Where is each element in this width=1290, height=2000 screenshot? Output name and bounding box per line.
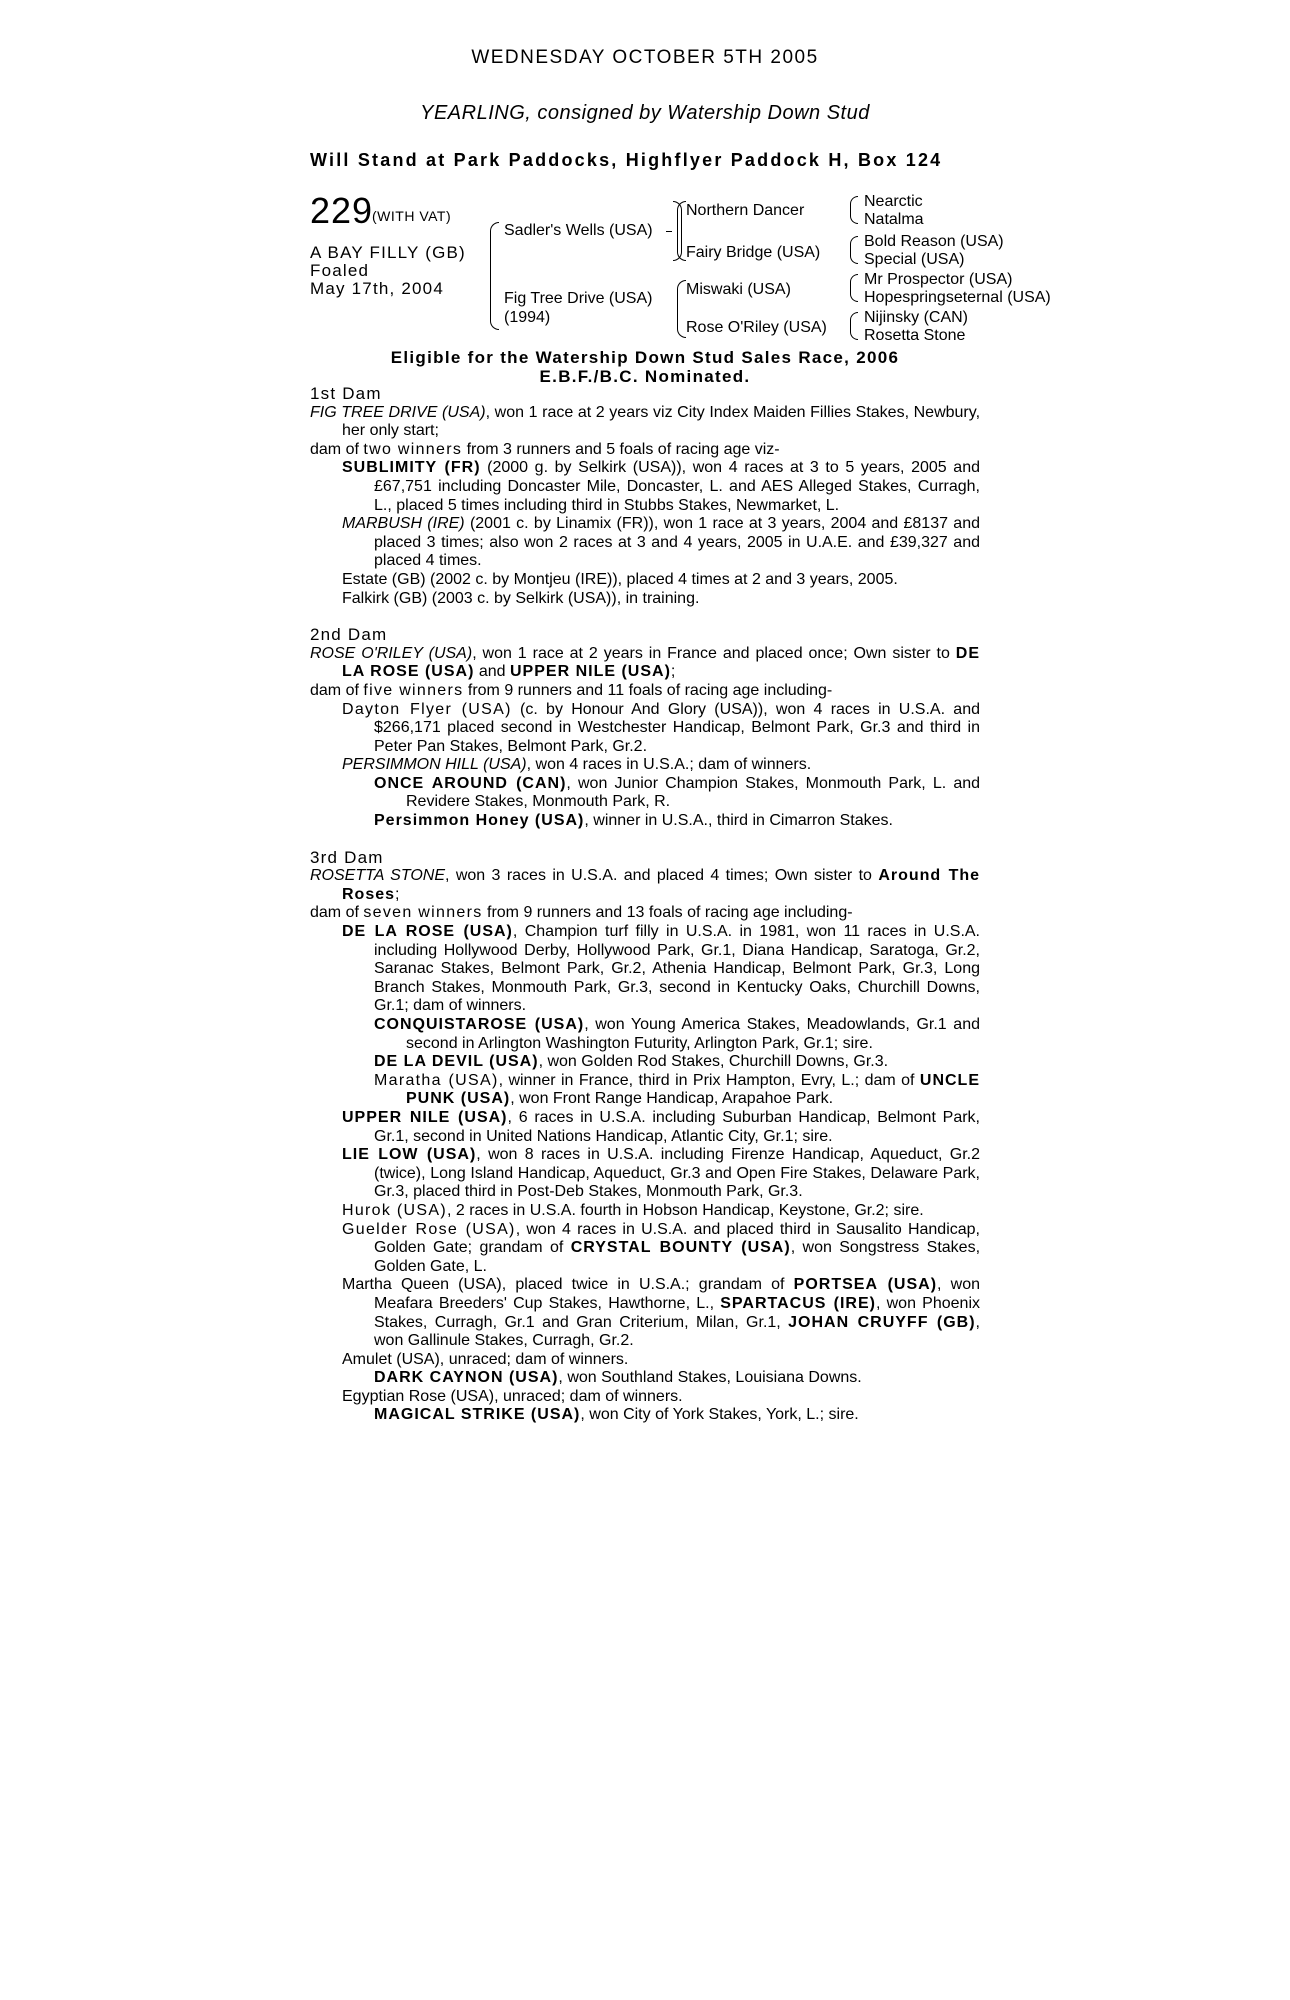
list-item: DE LA DEVIL (USA), won Golden Rod Stakes, Churchill Downs, Gr.3. xyxy=(374,1053,889,1071)
list-item: Guelder Rose (USA), won 4 races in U.S.A. and placed third in Sausalito Handicap, Golden Gate; grandam of CRYSTAL BOUNTY (USA), won Songstress Stakes, Golden Gate, L. xyxy=(342,1220,981,1275)
list-item: Maratha (USA), winner in France, third in Prix Hampton, Evry, L.; dam of UNCLE PUNK (USA), won Front Range Handicap, Arapahoe Park. xyxy=(374,1071,980,1108)
consignment-line: YEARLING, consigned by Watership Down Stud xyxy=(420,102,870,124)
list-item: MAGICAL STRIKE (USA), won City of York Stakes, York, L.; sire. xyxy=(374,1406,859,1424)
foaled-label: Foaled xyxy=(310,261,370,280)
pedigree-g6: Hopespringseternal (USA) xyxy=(864,289,1051,306)
list-item: Estate (GB) (2002 c. by Montjeu (IRE)), placed 4 times at 2 and 3 years, 2005. xyxy=(342,570,898,588)
list-item: DE LA ROSE (USA), Champion turf filly in U.S.A. in 1981, won 11 races in U.S.A. including Hollywood Derby, Hollywood Park, Gr.1, Diana Handicap, Saratoga, Gr.2, Saranac Stakes, Belmont Park, Gr.2, Athenia Handicap, Belmont Park, Gr.3, Long Branch Stakes, Monmouth Park, Gr.3, second in Kentucky Oaks, Churchill Downs, Gr.1; dam of winners. xyxy=(342,923,981,1015)
list-item: Falkirk (GB) (2003 c. by Selkirk (USA)), in training. xyxy=(342,589,700,607)
list-item: Martha Queen (USA), placed twice in U.S.A.; grandam of PORTSEA (USA), won Meafara Breeders' Cup Stakes, Hawthorne, L., SPARTACUS (IRE), won Phoenix Stakes, Curragh, Gr.1 and Gran Criterium, Milan, Gr.1, JOHAN CRUYFF (GB), won Gallinule Stakes, Curragh, Gr.2. xyxy=(342,1276,981,1350)
horse-sex-colour: A BAY FILLY (GB) xyxy=(310,243,466,262)
list-item: Hurok (USA), 2 races in U.S.A. fourth in Hobson Handicap, Keystone, Gr.2; sire. xyxy=(342,1201,924,1219)
pedigree-brace-sire-line xyxy=(677,201,686,261)
third-dam-summary: dam of seven winners from 9 runners and 13 foals of racing age including- xyxy=(310,904,853,922)
pedigree-g7: Nijinsky (CAN) xyxy=(864,309,968,326)
pedigree-g2: Natalma xyxy=(864,211,924,228)
list-item: Persimmon Honey (USA), winner in U.S.A., third in Cimarron Stakes. xyxy=(374,812,893,830)
second-dam-entry: ROSE O'RILEY (USA), won 1 race at 2 years in France and placed once; Own sister to DE LA ROSE (USA) and UPPER NILE (USA); xyxy=(310,644,980,681)
horse-description xyxy=(310,244,466,298)
pedigree-brace-main xyxy=(490,222,499,330)
lot-number: 229 xyxy=(310,190,374,231)
first-dam-heading: 1st Dam xyxy=(310,384,382,403)
pedigree-g8: Rosetta Stone xyxy=(864,327,966,344)
first-dam-entry: FIG TREE DRIVE (USA), won 1 race at 2 years viz City Index Maiden Fillies Stakes, Newbury, her only start; xyxy=(310,403,981,440)
pedigree-brace-g56 xyxy=(850,274,858,302)
list-item: MARBUSH (IRE) (2001 c. by Linamix (FR)), won 1 race at 3 years, 2004 and £8137 and placed 3 times; also won 2 races at 3 and 4 years, 2005 in U.A.E. and £39,327 and placed 4 times. xyxy=(342,515,981,570)
stand-location: Will Stand at Park Paddocks, Highflyer Paddock H, Box 124 xyxy=(310,150,943,170)
pedigree-dam: Fig Tree Drive (USA) xyxy=(504,290,653,307)
first-dam-summary: dam of two winners from 3 runners and 5 foals of racing age viz- xyxy=(310,440,780,458)
pedigree-brace-g12 xyxy=(850,196,858,224)
list-item: Egyptian Rose (USA), unraced; dam of winners. xyxy=(342,1387,683,1405)
pedigree-g1: Nearctic xyxy=(864,193,923,210)
list-item: CONQUISTAROSE (USA), won Young America Stakes, Meadowlands, Gr.1 and second in Arlington Washington Futurity, Arlington Park, Gr.1; sire. xyxy=(374,1016,980,1052)
pedigree-sire-dam: Fairy Bridge (USA) xyxy=(686,244,821,261)
pedigree-dam-sire: Miswaki (USA) xyxy=(686,281,791,298)
second-dam-heading: 2nd Dam xyxy=(310,625,388,645)
list-item: UPPER NILE (USA), 6 races in U.S.A. including Suburban Handicap, Belmont Park, Gr.1, second in United Nations Handicap, Atlantic City, Gr.1; sire. xyxy=(342,1108,980,1145)
list-item: SUBLIMITY (FR) (2000 g. by Selkirk (USA)), won 4 races at 3 to 5 years, 2005 and £67,751 including Doncaster Mile, Doncaster, L. and AES Alleged Stakes, Curragh, L., placed 5 times including third in Stubbs Stakes, Newmarket, L. xyxy=(342,459,980,514)
foaled-date: May 17th, 2004 xyxy=(310,279,444,298)
eligibility-nominated: E.B.F./B.C. Nominated. xyxy=(539,367,751,386)
pedigree-dam-year: (1994) xyxy=(504,309,551,326)
third-dam-entry: ROSETTA STONE, won 3 races in U.S.A. and placed 4 times; Own sister to Around The Roses; xyxy=(310,867,981,903)
list-item: Dayton Flyer (USA) (c. by Honour And Glory (USA)), won 4 races in U.S.A. and $266,171 placed second in Westchester Handicap, Belmont Park, Gr.3 and third in Peter Pan Stakes, Belmont Park, Gr.2. xyxy=(342,700,980,755)
pedigree-dam-dam: Rose O'Riley (USA) xyxy=(686,319,827,336)
pedigree-brace-g34 xyxy=(850,236,858,264)
list-item: DARK CAYNON (USA), won Southland Stakes, Louisiana Downs. xyxy=(374,1369,862,1387)
pedigree-g3: Bold Reason (USA) xyxy=(864,233,1004,250)
eligibility-race: Eligible for the Watership Down Stud Sales Race, 2006 xyxy=(390,348,900,367)
list-item: PERSIMMON HILL (USA), won 4 races in U.S.A.; dam of winners. xyxy=(342,756,812,774)
third-dam-heading: 3rd Dam xyxy=(310,847,384,867)
pedigree-g4: Special (USA) xyxy=(864,251,965,268)
first-dam-name: FIG TREE DRIVE (USA) xyxy=(310,403,486,421)
list-item: ONCE AROUND (CAN), won Junior Champion Stakes, Monmouth Park, L. and Revidere Stakes, Monmouth Park, R. xyxy=(374,774,981,811)
vat-note: (WITH VAT) xyxy=(372,208,452,224)
pedigree-brace-dam-line xyxy=(677,280,686,338)
pedigree-g5: Mr Prospector (USA) xyxy=(864,271,1013,288)
pedigree-brace-g78 xyxy=(850,312,858,340)
pedigree-sire: Sadler's Wells (USA) xyxy=(504,222,653,239)
list-item: LIE LOW (USA), won 8 races in U.S.A. including Firenze Handicap, Aqueduct, Gr.2 (twice), Long Island Handicap, Aqueduct, Gr.3 and Open Fire Stakes, Delaware Park, Gr.3, placed third in Post-Deb Stakes, Monmouth Park, Gr.3. xyxy=(342,1146,980,1201)
second-dam-summary: dam of five winners from 9 runners and 11 foals of racing age including- xyxy=(310,681,833,699)
sale-date: WEDNESDAY OCTOBER 5TH 2005 xyxy=(471,47,819,68)
pedigree-sire-sire: Northern Dancer xyxy=(686,202,805,219)
produce-record xyxy=(310,385,980,1425)
list-item: Amulet (USA), unraced; dam of winners. xyxy=(342,1350,629,1368)
